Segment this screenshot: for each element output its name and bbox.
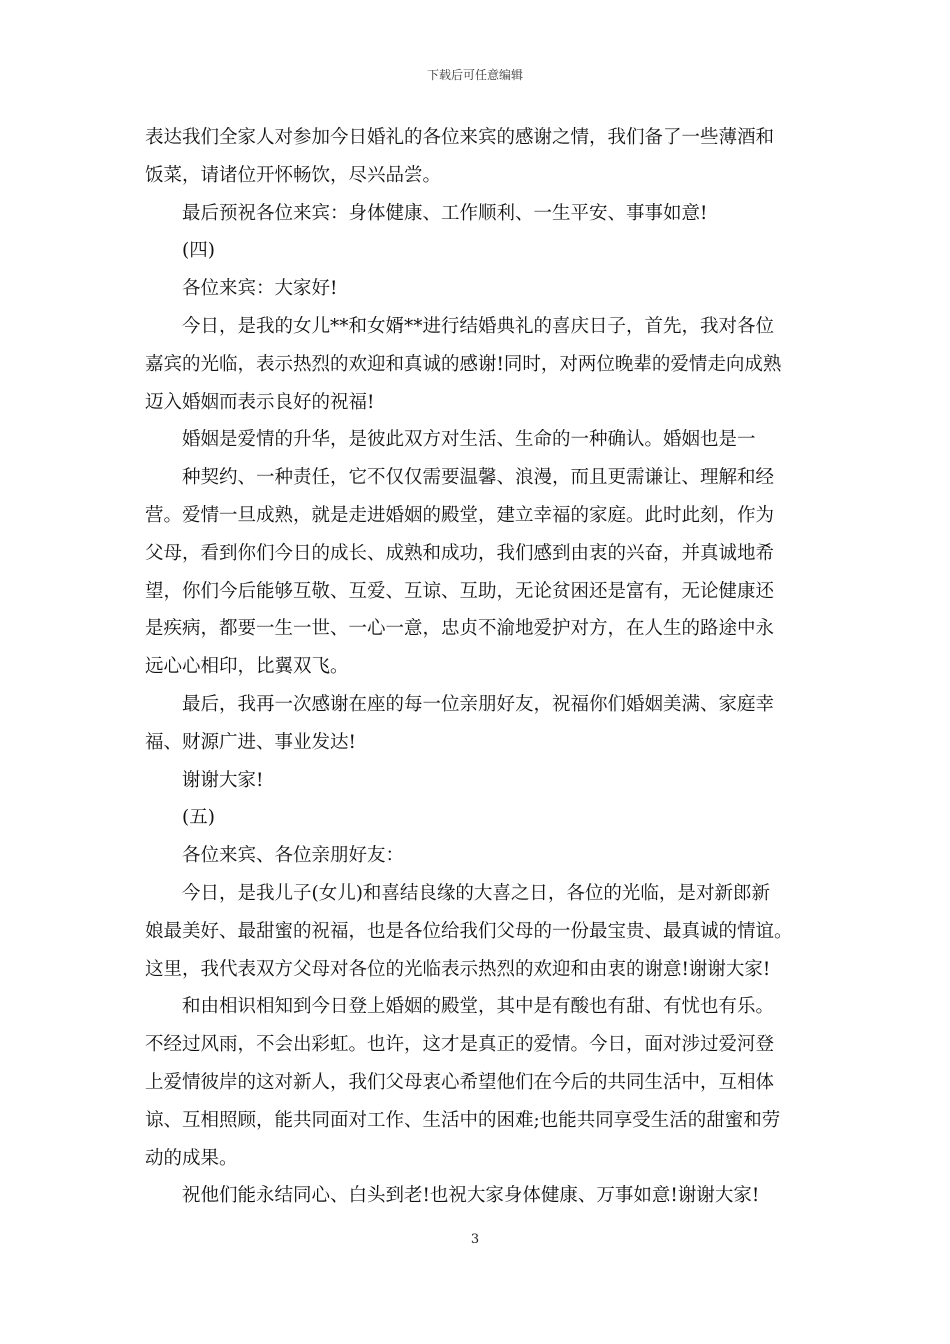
text-line: 今日，是我儿子(女儿)和喜结良缘的大喜之日，各位的光临，是对新郎新: [182, 882, 770, 904]
text-line: 这里，我代表双方父母对各位的光临表示热烈的欢迎和由衷的谢意!谢谢大家!: [145, 958, 771, 980]
text-line: 迈入婚姻而表示良好的祝福!: [145, 391, 375, 413]
page-header: 下载后可任意编辑: [426, 68, 523, 82]
text-line: 谅、互相照顾，能共同面对工作、生活中的困难;也能共同享受生活的甜蜜和劳: [145, 1109, 781, 1131]
text-line: 和由相识相知到今日登上婚姻的殿堂，其中是有酸也有甜、有忧也有乐。: [182, 996, 775, 1018]
text-line: 福、财源广进、事业发达!: [145, 731, 356, 753]
text-line: 营。爱情一旦成熟，就是走进婚姻的殿堂，建立幸福的家庭。此时此刻，作为: [145, 504, 775, 526]
text-line: 父母，看到你们今日的成长、成熟和成功，我们感到由衷的兴奋，并真诚地希: [145, 542, 775, 564]
text-line: 各位来宾、各位亲朋好友：: [182, 845, 405, 867]
text-line: 不经过风雨，不会出彩虹。也许，这才是真正的爱情。今日，面对涉过爱河登: [145, 1034, 775, 1056]
text-line: (五): [182, 807, 215, 829]
text-line: 表达我们全家人对参加今日婚礼的各位来宾的感谢之情，我们备了一些薄酒和: [145, 127, 775, 148]
text-line: 种契约、一种责任，它不仅仅需要温馨、浪漫，而且更需谦让、理解和经: [182, 467, 775, 489]
page-number: 3: [470, 1232, 480, 1247]
text-line: 各位来宾：大家好!: [182, 278, 338, 300]
text-line: 最后预祝各位来宾：身体健康、工作顺利、一生平安、事事如意!: [182, 202, 708, 224]
text-line: 今日，是我的女儿**和女婿**进行结婚典礼的喜庆日子，首先，我对各位: [182, 315, 775, 337]
text-line: 动的成果。: [145, 1147, 238, 1169]
text-line: 嘉宾的光临，表示热烈的欢迎和真诚的感谢!同时，对两位晚辈的爱情走向成熟: [145, 353, 782, 375]
text-line: (四): [182, 240, 215, 262]
text-line: 婚姻是爱情的升华，是彼此双方对生活、生命的一种确认。婚姻也是一: [182, 429, 756, 451]
text-line: 祝他们能永结同心、白头到老!也祝大家身体健康、万事如意!谢谢大家!: [182, 1185, 760, 1207]
text-line: 望，你们今后能够互敬、互爱、互谅、互助，无论贫困还是富有，无论健康还: [145, 580, 775, 602]
text-line: 娘最美好、最甜蜜的祝福，也是各位给我们父母的一份最宝贵、最真诚的情谊。: [145, 920, 793, 942]
text-line: 最后，我再一次感谢在座的每一位亲朋好友，祝福你们婚姻美满、家庭幸: [182, 693, 775, 715]
text-line: 上爱情彼岸的这对新人，我们父母衷心希望他们在今后的共同生活中，互相体: [145, 1071, 775, 1093]
text-line: 谢谢大家!: [182, 769, 264, 791]
document-body: [145, 119, 810, 1215]
text-line: 是疾病，都要一生一世、一心一意，忠贞不渝地爱护对方，在人生的路途中永: [145, 618, 775, 640]
text-line: 饭菜，请诸位开怀畅饮，尽兴品尝。: [145, 164, 442, 186]
text-line: 远心心相印，比翼双飞。: [145, 656, 349, 678]
